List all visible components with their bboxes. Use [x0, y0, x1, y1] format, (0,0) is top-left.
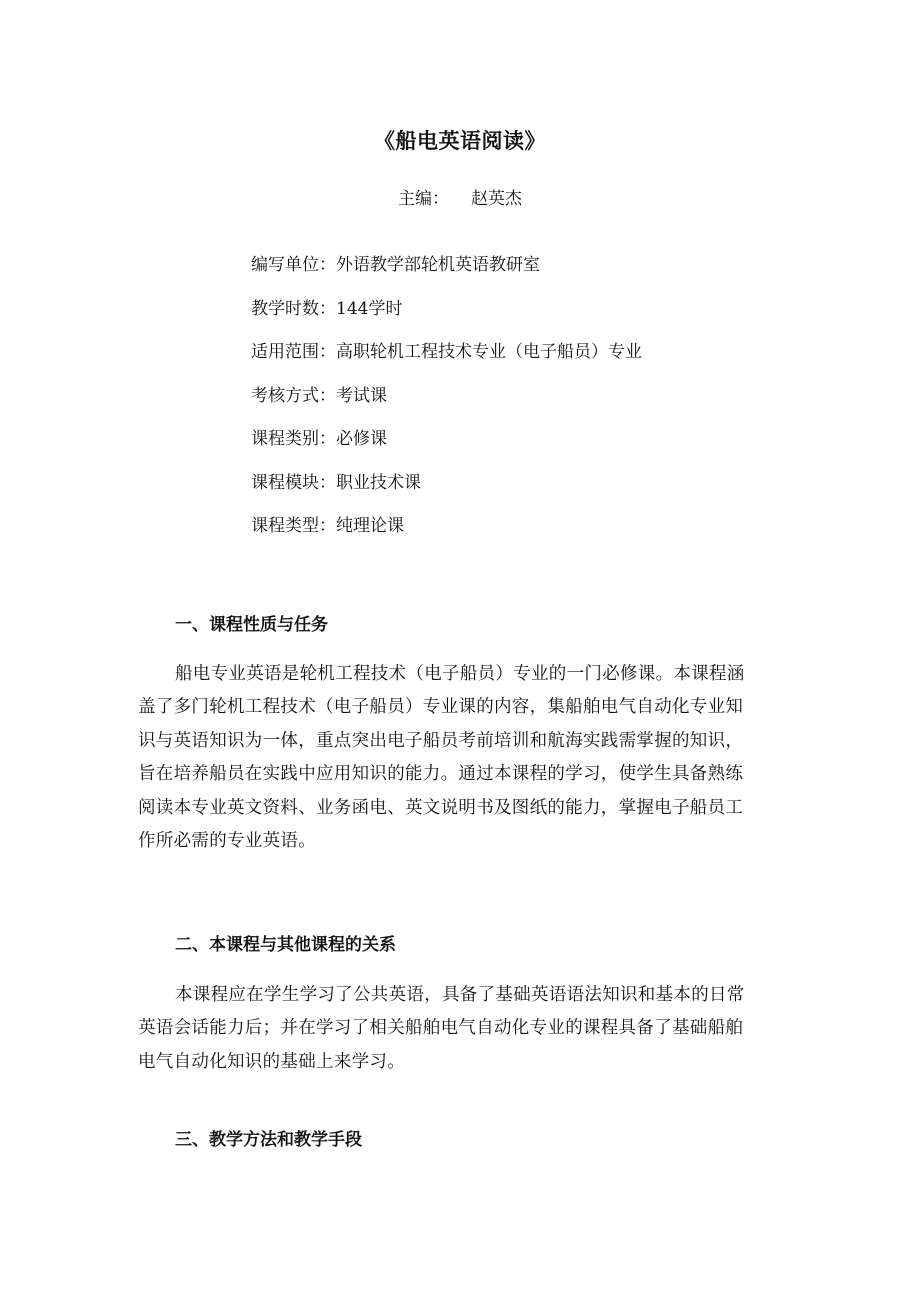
course-meta-list: [251, 255, 642, 560]
meta-row-category: [251, 429, 642, 473]
section-paragraph-nature: [138, 658, 798, 858]
meta-value: 外语教学部轮机英语教研室: [336, 255, 540, 275]
meta-value: 144学时: [336, 298, 403, 319]
paragraph-line: 电气自动化知识的基础上来学习。: [138, 1051, 405, 1072]
section-heading-nature: 一、课程性质与任务: [175, 615, 328, 635]
meta-label: 适用范围：: [251, 342, 336, 362]
paragraph-line: 识与英语知识为一体，重点突出电子船员考前培训和航海实践需掌握的知识，: [138, 730, 744, 751]
meta-value: 高职轮机工程技术专业（电子船员）专业: [336, 342, 642, 362]
paragraph-line: 盖了多门轮机工程技术（电子船员）专业课的内容，集船舶电气自动化专业知: [138, 697, 744, 718]
paragraph-line: 旨在培养船员在实践中应用知识的能力。通过本课程的学习，使学生具备熟练: [138, 764, 744, 785]
paragraph-line: 作所必需的专业英语。: [138, 831, 316, 852]
meta-row-type: [251, 516, 642, 560]
meta-label: 课程类别：: [251, 429, 336, 449]
meta-row-hours: [251, 299, 642, 343]
paragraph-line: 本课程应在学生学习了公共英语，具备了基础英语语法知识和基本的日常: [175, 985, 745, 1005]
meta-value: 职业技术课: [336, 472, 421, 493]
meta-label: 考核方式：: [251, 385, 336, 406]
meta-label: 课程模块：: [251, 472, 336, 493]
paragraph-line: 阅读本专业英文资料、业务函电、英文说明书及图纸的能力，掌握电子船员工: [138, 797, 744, 818]
meta-value: 纯理论课: [336, 516, 404, 536]
paragraph-line: 英语会话能力后；并在学习了相关船舶电气自动化专业的课程具备了基础船舶: [138, 1018, 744, 1039]
meta-row-scope: [251, 342, 642, 386]
editor-label: 主编：: [398, 189, 449, 209]
section-paragraph-relations: [138, 979, 798, 1079]
editor-name: 赵英杰: [471, 189, 522, 209]
meta-row-module: [251, 473, 642, 517]
paragraph-line: 船电专业英语是轮机工程技术（电子船员）专业的一门必修课。本课程涵: [175, 664, 745, 684]
meta-row-assessment: [251, 386, 642, 430]
section-heading-methods: 三、教学方法和教学手段: [175, 1130, 362, 1150]
meta-label: 教学时数：: [251, 298, 336, 319]
editor-line: [0, 184, 920, 209]
meta-value: 考试课: [336, 385, 387, 406]
document-title: 《船电英语阅读》: [374, 128, 546, 153]
meta-label: 课程类型：: [251, 516, 336, 536]
meta-value: 必修课: [336, 429, 387, 449]
meta-row-unit: [251, 255, 642, 299]
meta-label: 编写单位：: [251, 255, 336, 275]
section-heading-relations: 二、本课程与其他课程的关系: [175, 935, 396, 955]
